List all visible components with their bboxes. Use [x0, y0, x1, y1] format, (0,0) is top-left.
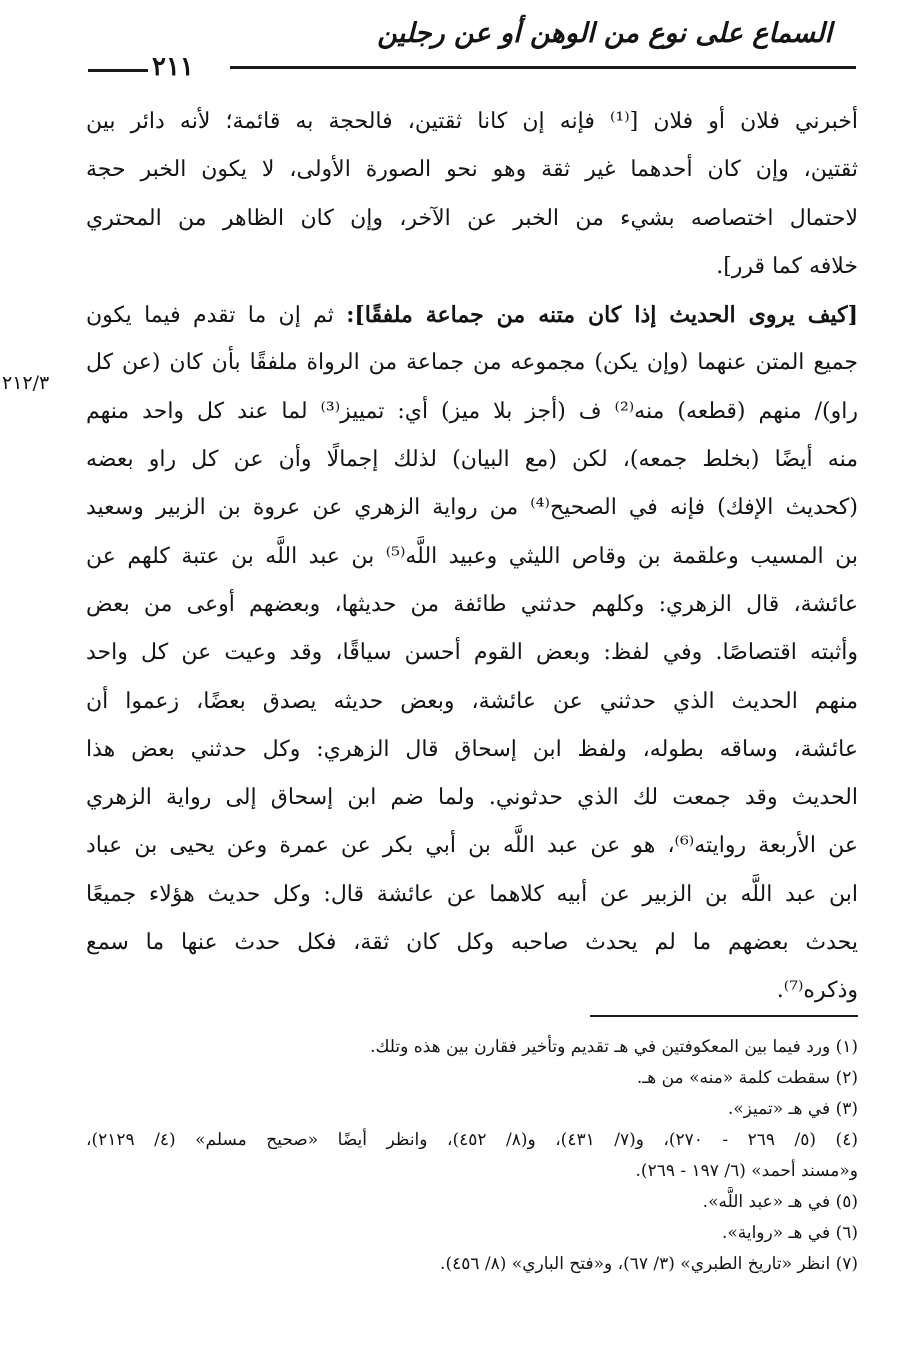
text-line: منه أيضًا (بخلط جمعه)، لكن (مع البيان) لذلك إجمالًا وأن عن كل راو بعضه [86, 447, 858, 473]
footnote: (١) ورد فيما بين المعكوفتين في هـ تقديم وتأخير فقارن بين هذه وتلك. [370, 1037, 858, 1057]
footnote: (٧) انظر «تاريخ الطبري» (٣/ ٦٧)، و«فتح الباري» (٨/ ٤٥٦). [440, 1254, 858, 1274]
main-text [86, 98, 858, 1016]
footnote: (٥) في هـ «عبد اللَّه». [702, 1192, 858, 1212]
margin-page-reference: ٢١٢/٣ [2, 372, 50, 394]
text-line-with-heading [86, 291, 858, 339]
text-line: وأثبته اقتصاصًا. وفي لفظ: وبعض القوم أحسن سياقًا، وقد وعيت عن كل واحد [86, 640, 858, 666]
text-line: عائشة، وساقه بطوله، ولفظ ابن إسحاق قال الزهري: وكل حدثني بعض هذا [86, 736, 858, 762]
text-line: وذكره⁽⁷⁾. [776, 978, 858, 1004]
footnote: (٦) في هـ «رواية». [721, 1223, 858, 1243]
text-line: بن المسيب وعلقمة بن وقاص الليثي وعبيد اللَّه⁽⁵⁾ بن عبد اللَّه بن عتبة كلهم عن [86, 543, 858, 569]
text-line: منهم الحديث الذي حدثني عن عائشة، وبعض حديثه يصدق بعضًا، زعموا أن [86, 688, 858, 714]
header-rule-right [230, 66, 856, 69]
text-line: راو)/ منهم (قطعه) منه⁽²⁾ ف (أجز بلا ميز) أي: تمييز⁽³⁾ لما عند كل واحد منهم [86, 398, 858, 424]
running-title: السماع على نوع من الوهن أو عن رجلين [377, 18, 832, 49]
page-number: ٢١١ [152, 52, 194, 82]
text-line: الحديث وقد جمعت لك الذي حدثوني. ولما ضم ابن إسحاق إلى رواية الزهري [86, 785, 858, 811]
footnote: (٤) (٥/ ٢٦٩ - ٢٧٠)، و(٧/ ٤٣١)، و(٨/ ٤٥٢)، وانظر أيضًا «صحيح مسلم» (٤/ ٢١٢٩)، [86, 1130, 858, 1150]
text-line: يحدث بعضهم ما لم يحدث صاحبه وكل كان ثقة، فكل حدث عنها ما سمع [86, 930, 858, 956]
text-line: (كحديث الإفك) فإنه في الصحيح⁽⁴⁾ من رواية الزهري عن عروة بن الزبير وسعيد [86, 495, 858, 521]
text-line: ابن عبد اللَّه بن الزبير عن أبيه كلاهما عن عائشة قال: وكل حديث هؤلاء جميعًا [86, 881, 858, 907]
section-heading: [كيف يروى الحديث إذا كان متنه من جماعة ملفقًا]: [346, 302, 858, 329]
text-line: ثقتين، وإن كان أحدهما غير ثقة وهو نحو الصورة الأولى، لا يكون الخبر حجة [86, 157, 858, 183]
footnote-continuation: و«مسند أحمد» (٦/ ١٩٧ - ٢٦٩). [635, 1161, 858, 1181]
footnote: (٣) في هـ «تميز». [727, 1099, 858, 1119]
text-line: جميع المتن عنهما (وإن يكن) مجموعه من جماعة من الرواة ملفقًا بأن كان (عن كل [86, 350, 858, 376]
footnotes [86, 1032, 858, 1280]
footnote: (٢) سقطت كلمة «منه» من هـ. [636, 1068, 858, 1088]
text-line: ثم إن ما تقدم فيما يكون [86, 303, 334, 329]
header-rule-left [88, 69, 148, 72]
text-line: عائشة، قال الزهري: وكلهم حدثني طائفة من حديثها، وبعضهم أوعى من بعض [86, 591, 858, 617]
text-line: لاحتمال اختصاصه بشيء من الخبر عن الآخر، وإن كان الظاهر من المحتري [86, 205, 858, 231]
text-line: أخبرني فلان أو فلان [⁽¹⁾ فإنه إن كانا ثقتين، فالحجة به قائمة؛ لأنه دائر بين [86, 109, 858, 134]
text-line: خلافه كما قرر]. [716, 253, 858, 279]
footnote-separator [590, 1015, 858, 1017]
text-line: عن الأربعة روايته⁽⁶⁾، هو عن عبد اللَّه بن أبي بكر عن عمرة وعن يحيى بن عباد [86, 833, 858, 859]
